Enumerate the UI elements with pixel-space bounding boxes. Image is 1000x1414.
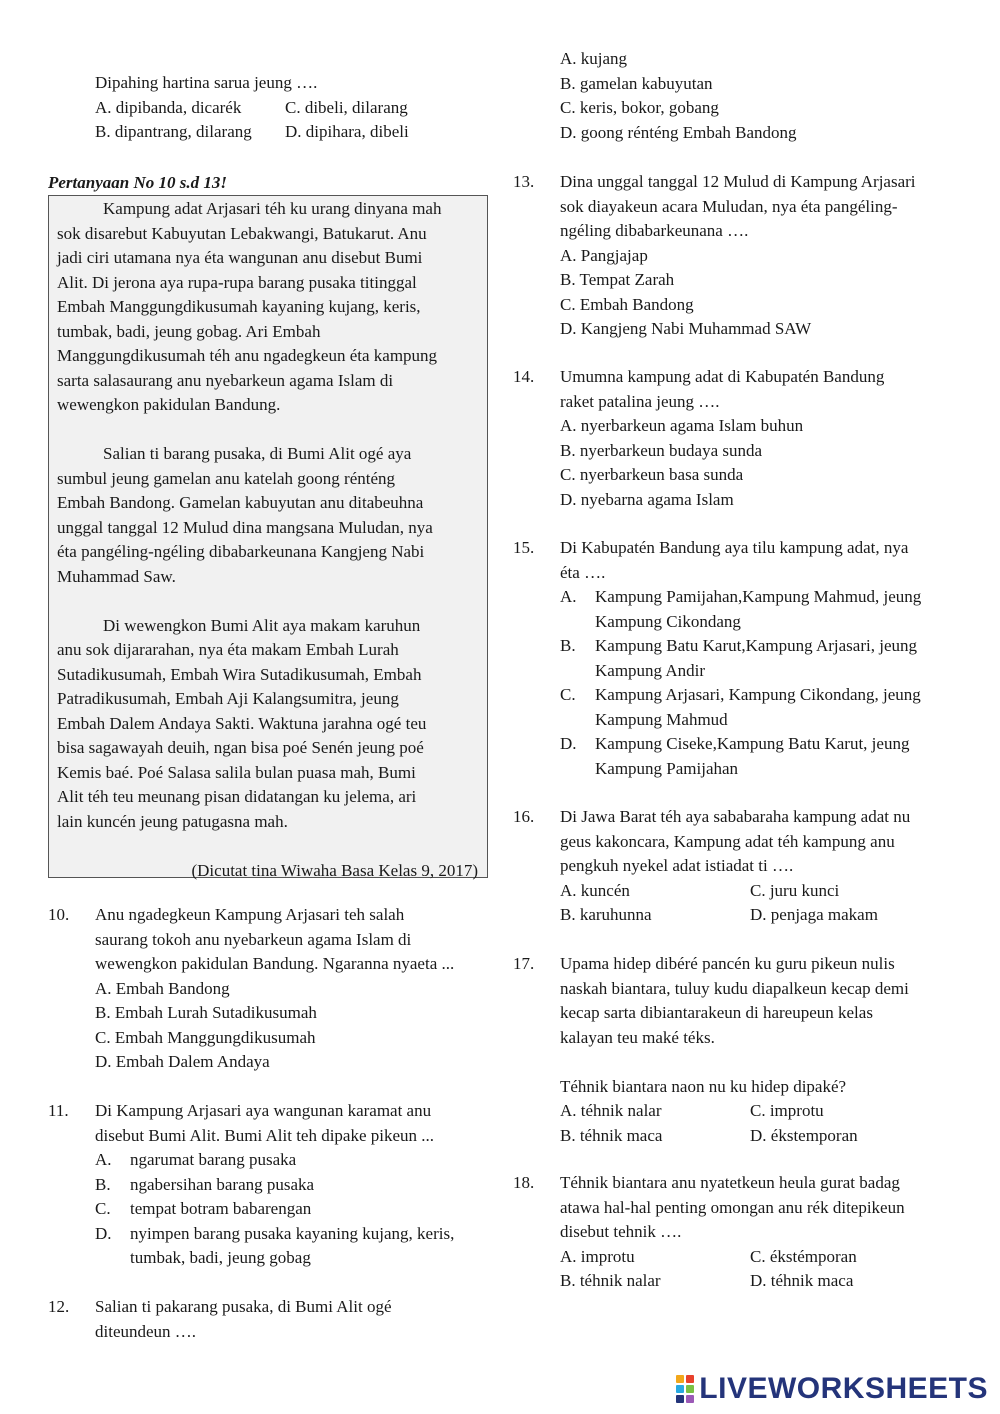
passage-line: Kampung adat Arjasari téh ku urang dinyana mah [103, 199, 442, 218]
option-letter: B. [560, 636, 576, 655]
option-d: D. Embah Dalem Andaya [95, 1052, 270, 1071]
passage-line: Salian ti barang pusaka, di Bumi Alit ogé aya [103, 444, 412, 463]
option-c: C. Embah Manggungdikusumah [95, 1027, 316, 1047]
option-b: B. téhnik maca [560, 1125, 663, 1145]
option-d: D. penjaga makam [750, 905, 878, 924]
question-stem-line: kecap sarta dibiantarakeun di hareupeun kelas [560, 1003, 873, 1022]
question-stem-line: pengkuh nyekel adat istiadat ti …. [560, 856, 794, 875]
question-stem-line: saurang tokoh anu nyebarkeun agama Islam di [95, 929, 412, 949]
question-stem-line: diteundeun …. [95, 1321, 197, 1341]
question-stem-line: atawa hal-hal penting omongan anu rék ditepikeun [560, 1197, 905, 1217]
question-stem-line: Di Jawa Barat téh aya sababaraha kampung adat nu [560, 807, 911, 826]
option-text: ngabersihan barang pusaka [130, 1174, 315, 1194]
question-number: 11. [48, 1101, 69, 1120]
question-stem-line: Salian ti pakarang pusaka, di Bumi Alit ogé [95, 1297, 392, 1316]
option-d: D. Kangjeng Nabi Muhammad SAW [560, 319, 812, 338]
question-stem-line: raket patalina jeung …. [560, 391, 720, 411]
passage-line: Embah Manggungdikusumah kayaning kujang, keris, [57, 297, 421, 316]
option-c: C. Embah Bandong [560, 294, 694, 314]
option-text: nyimpen barang pusaka kayaning kujang, keris, [130, 1223, 455, 1243]
question-stem-line: kalayan teu maké téks. [560, 1027, 715, 1047]
passage-line: Alit téh teu meunang pisan didatangan ku jelema, ari [57, 787, 417, 806]
passage-paragraph-1 [57, 197, 479, 418]
option-b: B. Tempat Zarah [560, 270, 675, 289]
question-14 [513, 365, 958, 512]
option-b: B. dipantrang, dilarang [95, 122, 252, 141]
option-a: A. téhnik nalar [560, 1101, 662, 1120]
passage-heading: Pertanyaan No 10 s.d 13! [48, 173, 227, 192]
question-stem-line: Umumna kampung adat di Kabupatén Bandung [560, 367, 885, 386]
question-number: 10. [48, 905, 70, 924]
option-text: Kampung Batu Karut,Kampung Arjasari, jeung [595, 636, 917, 655]
option-c: C. ékstémporan [750, 1246, 857, 1266]
passage-line: Di wewengkon Bumi Alit aya makam karuhun [103, 615, 421, 635]
option-d: D. nyebarna agama Islam [560, 489, 734, 509]
logo-square [676, 1385, 684, 1393]
option-d: D. dipihara, dibeli [285, 122, 409, 141]
logo-square [686, 1375, 694, 1383]
question-number: 17. [513, 954, 535, 973]
question-stem-line: sok diayakeun acara Muludan, nya éta pangéling- [560, 196, 898, 216]
option-a: A. dipibanda, dicarék [95, 97, 242, 117]
option-letter: D. [95, 1223, 112, 1243]
option-grid [560, 1099, 958, 1148]
option-b: B. karuhunna [560, 905, 652, 924]
question-prompt: Téhnik biantara naon nu ku hidep dipaké? [560, 1076, 847, 1096]
option-c [560, 683, 958, 732]
question-12-options [513, 47, 958, 145]
option-b: B. gamelan kabuyutan [560, 73, 713, 93]
option-text: Kampung Pamijahan [595, 758, 739, 778]
question-stem-line: Di Kampung Arjasari aya wangunan karamat anu [95, 1101, 432, 1120]
question-number: 14. [513, 367, 535, 386]
passage-source: (Dicutat tina Wiwaha Basa Kelas 9, 2017) [191, 860, 478, 880]
passage-line: Patradikusumah, Embah Aji Kalangsumitra, jeung [57, 689, 399, 708]
option-text: Kampung Ciseke,Kampung Batu Karut, jeung [595, 734, 910, 753]
passage-line: wewengkon pakidulan Bandung. [57, 395, 281, 414]
option-b [95, 1173, 490, 1198]
option-a: A. Embah Bandong [95, 978, 230, 998]
option-grid [95, 96, 490, 145]
option-c: C. improtu [750, 1101, 824, 1120]
question-number: 13. [513, 172, 535, 191]
option-letter: C. [95, 1199, 111, 1218]
option-c [95, 1197, 490, 1222]
option-b: B. nyerbarkeun budaya sunda [560, 440, 763, 460]
liveworksheets-logo[interactable] [676, 1373, 988, 1405]
passage-line: Embah Bandong. Gamelan kabuyutan anu ditabeuhna [57, 493, 424, 512]
reading-passage-box [48, 195, 488, 878]
logo-square [676, 1375, 684, 1383]
option-c: C. nyerbarkeun basa sunda [560, 465, 744, 484]
option-text: Kampung Pamijahan,Kampung Mahmud, jeung [595, 587, 922, 606]
question-number: 15. [513, 538, 535, 557]
question-stem-line: Téhnik biantara anu nyatetkeun heula gurat badag [560, 1173, 900, 1192]
passage-line: Embah Dalem Andaya Sakti. Waktuna jarahna ogé teu [57, 713, 427, 733]
question-stem-line: disebut tehnik …. [560, 1222, 682, 1241]
question-stem-line: éta …. [560, 562, 606, 582]
passage-paragraph-3 [57, 614, 479, 835]
option-c: C. keris, bokor, gobang [560, 98, 719, 117]
passage-line: Manggungdikusumah téh anu ngadegkeun éta kampung [57, 346, 438, 365]
passage-line: sarta salasaurang anu nyebarkeun agama Islam di [57, 370, 394, 390]
option-d: D. goong rénténg Embah Bandong [560, 122, 797, 142]
passage-paragraph-2 [57, 442, 479, 589]
option-b: B. Embah Lurah Sutadikusumah [95, 1003, 317, 1022]
option-b [560, 634, 958, 683]
option-d [95, 1222, 490, 1271]
passage-line: jadi ciri utamana nya éta wangunan anu disebut Bumi [57, 248, 423, 267]
question-number: 12. [48, 1297, 70, 1316]
question-9-tail [48, 71, 490, 145]
option-letter: B. [95, 1174, 111, 1194]
question-number: 18. [513, 1173, 535, 1192]
option-text: Kampung Arjasari, Kampung Cikondang, jeung [595, 685, 921, 704]
passage-line: lain kuncén jeung patugasna mah. [57, 811, 288, 831]
option-a: A. nyerbarkeun agama Islam buhun [560, 416, 804, 435]
logo-square [676, 1395, 684, 1403]
passage-line: éta pangéling-ngéling dibabarkeunana Kangjeng Nabi [57, 542, 425, 561]
option-d: D. ékstemporan [750, 1125, 858, 1145]
option-letter: A. [95, 1150, 112, 1169]
logo-square [686, 1385, 694, 1393]
question-16 [513, 805, 958, 928]
passage-line: Sutadikusumah, Embah Wira Sutadikusumah, Embah [57, 664, 422, 684]
question-10 [48, 903, 490, 1075]
option-grid [560, 879, 958, 928]
passage-line: bisa sagawayah deuih, ngan bisa poé Senén jeung poé [57, 738, 424, 757]
option-text: ngarumat barang pusaka [130, 1150, 297, 1169]
option-grid [560, 1245, 958, 1294]
option-c: C. dibeli, dilarang [285, 97, 408, 117]
question-stem-line: ngéling dibabarkeunana …. [560, 221, 749, 240]
passage-line: Muhammad Saw. [57, 566, 176, 586]
option-a: A. kuncén [560, 880, 630, 900]
question-stem-line: naskah biantara, tuluy kudu diapalkeun kecap demi [560, 978, 909, 998]
question-stem-line: wewengkon pakidulan Bandung. Ngaranna nyaeta ... [95, 954, 455, 973]
question-stem-line: Upama hidep dibéré pancén ku guru pikeun nulis [560, 954, 895, 973]
option-text: Kampung Mahmud [595, 709, 728, 729]
passage-line: anu sok dijararahan, nya éta makam Embah Lurah [57, 640, 399, 659]
passage-line: Kemis baé. Poé Salasa salila bulan puasa mah, Bumi [57, 762, 416, 782]
option-c: C. juru kunci [750, 880, 840, 900]
question-stem-line: disebut Bumi Alit. Bumi Alit teh dipake pikeun ... [95, 1125, 435, 1145]
option-text: Kampung Andir [595, 660, 706, 680]
question-number: 16. [513, 807, 535, 826]
option-a: A. kujang [560, 49, 628, 68]
question-12 [48, 1295, 490, 1344]
question-11 [48, 1099, 490, 1271]
option-text: tumbak, badi, jeung gobag [130, 1248, 311, 1267]
question-stem-line: Anu ngadegkeun Kampung Arjasari teh salah [95, 905, 405, 924]
question-stem-line: geus kakoncara, Kampung adat téh kampung anu [560, 831, 895, 851]
passage-line: sumbul jeung gamelan anu katelah goong rénténg [57, 468, 396, 488]
passage-line: Alit. Di jerona aya rupa-rupa barang pusaka titinggal [57, 272, 417, 292]
option-letter: A. [560, 587, 577, 606]
liveworksheets-logo-icon [676, 1375, 694, 1403]
question-stem-line: Di Kabupatén Bandung aya tilu kampung adat, nya [560, 538, 909, 557]
question-stem: Dipahing hartina sarua jeung …. [95, 73, 318, 92]
option-letter: C. [560, 685, 576, 704]
question-17 [513, 952, 958, 1148]
logo-square [686, 1395, 694, 1403]
option-text: tempat botram babarengan [130, 1199, 312, 1218]
option-d: D. téhnik maca [750, 1271, 854, 1290]
question-stem-line: Dina unggal tanggal 12 Mulud di Kampung Arjasari [560, 172, 916, 191]
passage-line: sok disarebut Kabuyutan Lebakwangi, Batukarut. Anu [57, 223, 427, 243]
option-a: A. improtu [560, 1246, 635, 1266]
option-b: B. téhnik nalar [560, 1271, 661, 1290]
option-letter: D. [560, 734, 577, 753]
question-15 [513, 536, 958, 781]
option-text: Kampung Cikondang [595, 611, 741, 631]
question-13 [513, 170, 958, 342]
passage-line: tumbak, badi, jeung gobag. Ari Embah [57, 321, 321, 341]
question-18 [513, 1171, 958, 1294]
option-a [95, 1148, 490, 1173]
option-a [560, 585, 958, 634]
liveworksheets-logo-text: LIVEWORKSHEETS [699, 1371, 988, 1405]
option-d [560, 732, 958, 781]
option-a: A. Pangjajap [560, 245, 648, 265]
passage-line: unggal tanggal 12 Mulud dina mangsana Muludan, nya [57, 517, 433, 537]
